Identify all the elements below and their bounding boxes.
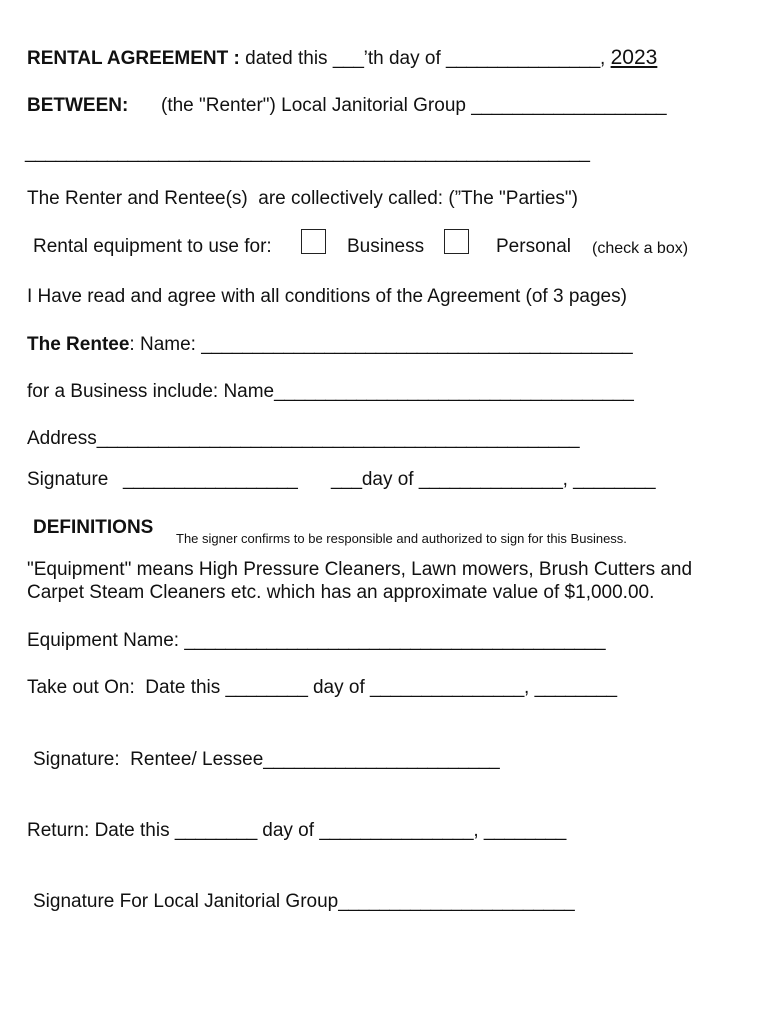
- definitions-heading: DEFINITIONS: [33, 517, 154, 538]
- return-day-blank[interactable]: ________: [174, 820, 257, 841]
- return-text: Return: Date this: [27, 820, 175, 841]
- equipment-name-blank[interactable]: _________________________________________: [184, 630, 606, 651]
- address-blank[interactable]: _______________________________________________: [96, 428, 580, 449]
- renter-blank[interactable]: ___________________: [471, 95, 667, 116]
- dated-text: dated this: [239, 48, 333, 69]
- take-out-text: Take out On: Date this: [27, 677, 226, 698]
- rentee-year-blank[interactable]: ________: [573, 469, 656, 490]
- address-line: [27, 427, 579, 451]
- business-name-blank[interactable]: ___________________________________: [274, 381, 634, 402]
- return-line: [27, 819, 566, 843]
- between-full-blank[interactable]: _______________________________________________________: [25, 142, 590, 163]
- signature-text: Signature: [27, 469, 114, 490]
- company-signature-blank[interactable]: _______________________: [338, 891, 575, 912]
- rentee-lessee-signature-text: Signature: Rentee/ Lessee: [33, 749, 264, 770]
- parties-text: The Renter and Rentee(s) are collectively called: (”The "Parties"): [27, 188, 578, 209]
- return-month-blank[interactable]: _______________: [319, 820, 474, 841]
- rentee-name-text: : Name:: [129, 334, 202, 355]
- personal-option-label: Personal: [496, 236, 571, 257]
- rentee-label: The Rentee: [27, 334, 130, 355]
- rentee-month-blank[interactable]: ______________: [418, 469, 563, 490]
- company-signature-text: Signature For Local Janitorial Group: [33, 891, 339, 912]
- rentee-name-line: [27, 333, 632, 357]
- take-out-day-blank[interactable]: ________: [225, 677, 308, 698]
- dated-day-blank[interactable]: ___: [332, 48, 364, 69]
- th-day-of-text: ’th day of: [363, 48, 447, 69]
- rentee-day-of-text: day of: [361, 469, 419, 490]
- rentee-name-blank[interactable]: __________________________________________: [201, 334, 633, 355]
- business-option-label: Business: [347, 236, 425, 257]
- between-line: [27, 94, 128, 118]
- equipment-definition-line1: "Equipment" means High Pressure Cleaners, Lawn mowers, Brush Cutters and: [27, 559, 693, 580]
- equipment-definition-line2: Carpet Steam Cleaners etc. which has an approximate value of $1,000.00.: [27, 582, 655, 603]
- rentee-date-line: [331, 468, 655, 492]
- business-name-text: for a Business include: Name: [27, 381, 275, 402]
- rentee-lessee-signature-blank[interactable]: _______________________: [263, 749, 500, 770]
- business-checkbox[interactable]: [301, 229, 326, 254]
- take-out-day-of-text: day of: [307, 677, 371, 698]
- check-box-note: (check a box): [592, 240, 689, 257]
- return-year-blank[interactable]: ________: [483, 820, 567, 841]
- rentee-signature-line: [27, 468, 114, 492]
- return-comma: ,: [473, 820, 484, 841]
- rentee-date-comma: ,: [562, 469, 574, 490]
- address-text: Address: [27, 428, 97, 449]
- take-out-comma: ,: [524, 677, 535, 698]
- header-line: [27, 46, 657, 71]
- return-day-of-text: day of: [256, 820, 320, 841]
- signer-note: The signer confirms to be responsible and authorized to sign for this Business.: [176, 531, 627, 546]
- business-name-line: [27, 380, 633, 404]
- header-comma: ,: [600, 48, 611, 69]
- take-out-line: [27, 676, 617, 700]
- rentee-signature-blank[interactable]: _________________: [123, 469, 298, 490]
- agreement-year: 2023: [610, 46, 658, 69]
- personal-checkbox[interactable]: [444, 229, 469, 254]
- renter-text: (the "Renter") Local Janitorial Group: [161, 95, 472, 116]
- take-out-month-blank[interactable]: _______________: [370, 677, 525, 698]
- agreement-statement: I Have read and agree with all conditions of the Agreement (of 3 pages): [27, 286, 627, 307]
- company-signature-line: [33, 890, 574, 914]
- equipment-name-line: [27, 629, 605, 653]
- between-label: BETWEEN:: [27, 95, 129, 116]
- agreement-title: RENTAL AGREEMENT :: [27, 48, 240, 69]
- rentee-lessee-signature-line: [33, 748, 499, 772]
- renter-line: [161, 94, 666, 118]
- equipment-name-text: Equipment Name:: [27, 630, 185, 651]
- usage-label: Rental equipment to use for:: [33, 236, 272, 257]
- rentee-day-blank[interactable]: ___: [331, 469, 362, 490]
- dated-month-blank[interactable]: _______________: [446, 48, 601, 69]
- take-out-year-blank[interactable]: ________: [534, 677, 617, 698]
